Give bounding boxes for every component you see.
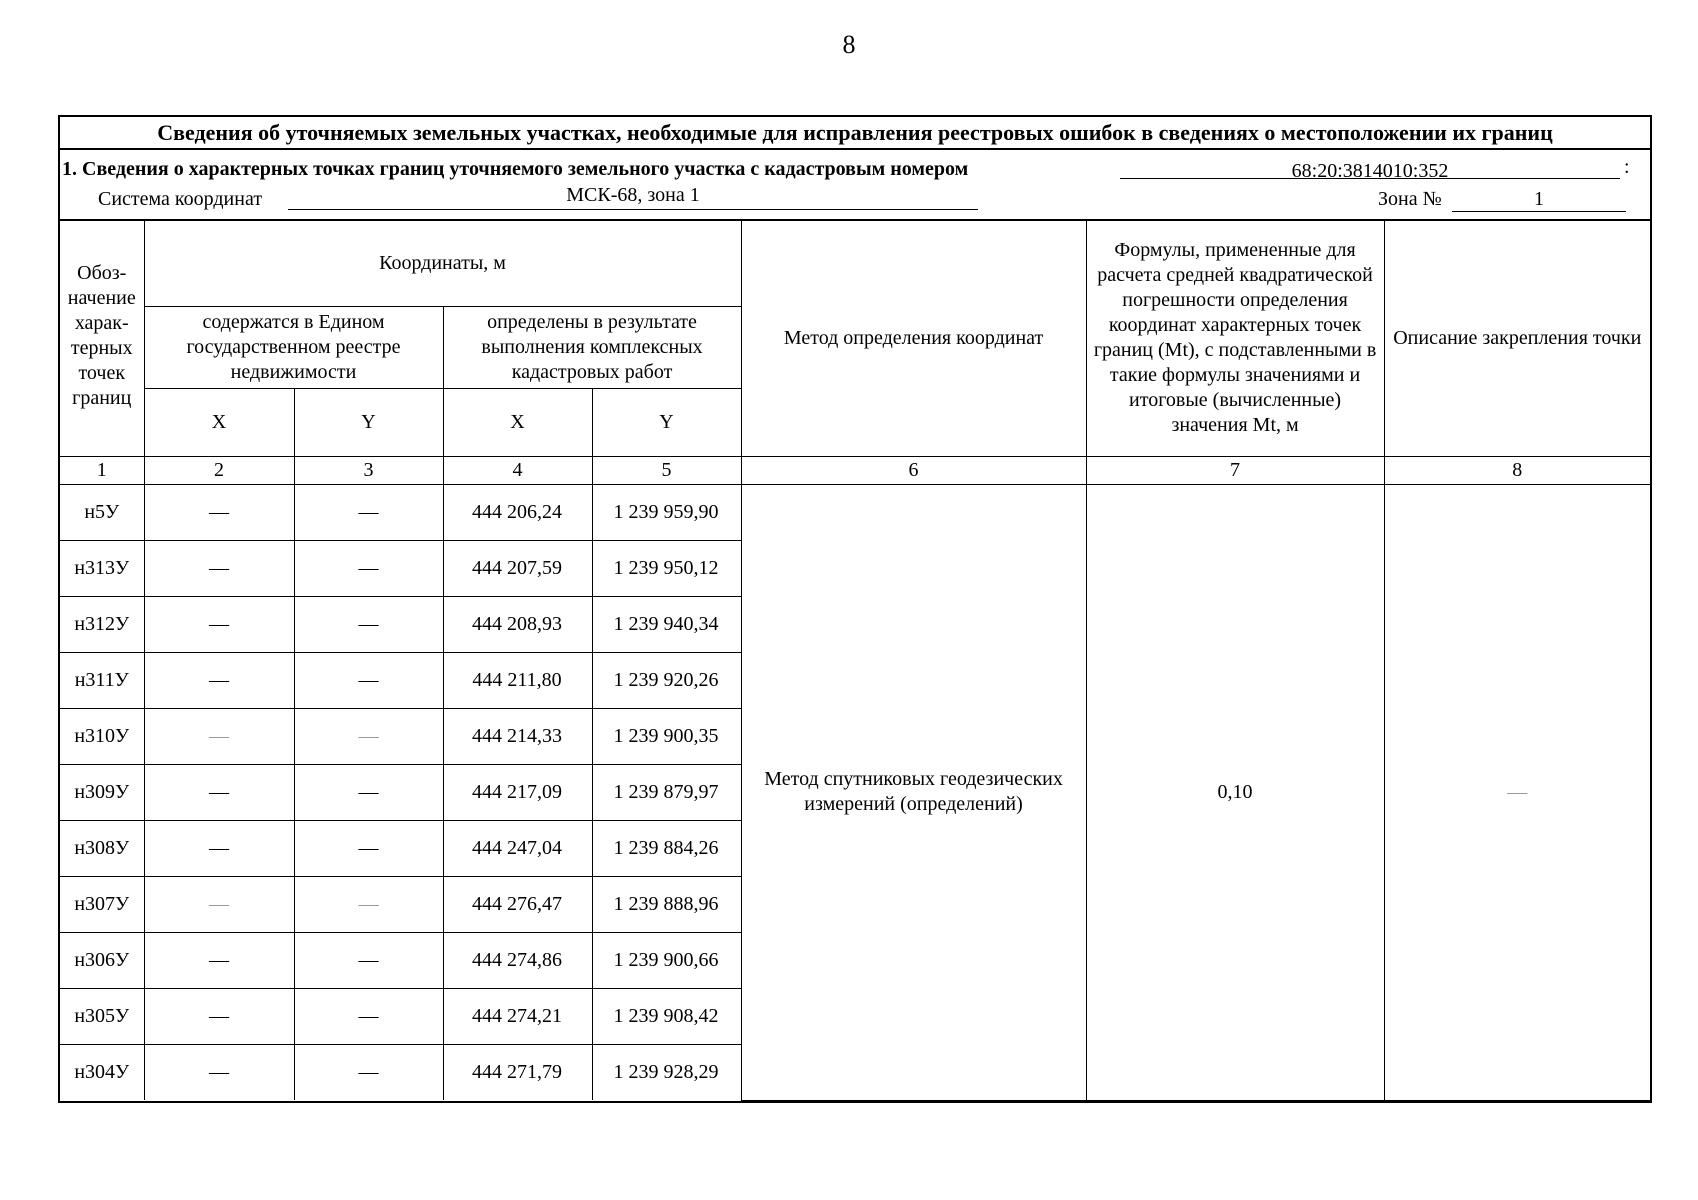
cadastral-number: 68:20:3814010:352: [1291, 160, 1449, 182]
point-id: н308У: [60, 820, 144, 876]
col-number: 1: [60, 456, 144, 484]
x-egrn: —: [144, 932, 294, 988]
x-value: 444 206,24: [443, 484, 592, 540]
y-value: 1 239 888,96: [592, 876, 741, 932]
cadastral-colon: :: [1624, 156, 1630, 178]
description-value: —: [1384, 484, 1650, 1100]
y-value: 1 239 950,12: [592, 540, 741, 596]
col-number: 2: [144, 456, 294, 484]
y-egrn: —: [294, 932, 443, 988]
zone-underline: [1452, 211, 1626, 212]
point-id: н312У: [60, 596, 144, 652]
coord-system-underline: [288, 209, 978, 210]
cadastral-underline: [1120, 178, 1620, 179]
document-title: Сведения об уточняемых земельных участках, необходимые для исправления реестровых ошибок в сведениях о местоположении их границ: [60, 117, 1650, 150]
table-row: [60, 484, 1650, 540]
point-id: н309У: [60, 764, 144, 820]
y-egrn: —: [294, 988, 443, 1044]
x-value: 444 214,33: [443, 708, 592, 764]
y-egrn: —: [294, 708, 443, 764]
point-id: н313У: [60, 540, 144, 596]
x-egrn: —: [144, 484, 294, 540]
col-number: 4: [443, 456, 592, 484]
mt-value: 0,10: [1086, 484, 1384, 1100]
point-id: н306У: [60, 932, 144, 988]
y-value: 1 239 928,29: [592, 1044, 741, 1100]
header-method: Метод определения координат: [741, 221, 1086, 456]
x-value: 444 274,86: [443, 932, 592, 988]
y-value: 1 239 940,34: [592, 596, 741, 652]
point-id: н311У: [60, 652, 144, 708]
header-x-egrn: X: [144, 388, 294, 456]
y-value: 1 239 959,90: [592, 484, 741, 540]
col-number: 6: [741, 456, 1086, 484]
x-egrn: —: [144, 540, 294, 596]
point-id: н304У: [60, 1044, 144, 1100]
col-number: 5: [592, 456, 741, 484]
x-value: 444 211,80: [443, 652, 592, 708]
y-value: 1 239 920,26: [592, 652, 741, 708]
x-egrn: —: [144, 708, 294, 764]
point-id: н5У: [60, 484, 144, 540]
zone-value: 1: [1534, 188, 1544, 210]
section-header: [60, 150, 1650, 221]
point-id: н310У: [60, 708, 144, 764]
header-egrn: содержатся в Едином государственном реестре недвижимости: [144, 306, 443, 388]
y-egrn: —: [294, 596, 443, 652]
header-description: Описание закрепления точки: [1384, 221, 1650, 456]
y-value: 1 239 884,26: [592, 820, 741, 876]
x-value: 444 208,93: [443, 596, 592, 652]
col-number: 3: [294, 456, 443, 484]
x-value: 444 207,59: [443, 540, 592, 596]
y-egrn: —: [294, 876, 443, 932]
x-value: 444 274,21: [443, 988, 592, 1044]
x-value: 444 276,47: [443, 876, 592, 932]
point-id: н307У: [60, 876, 144, 932]
x-egrn: —: [144, 764, 294, 820]
y-value: 1 239 900,35: [592, 708, 741, 764]
document-table-frame: [58, 115, 1652, 1103]
header-complex-works: определены в результате выполнения комплексных кадастровых работ: [443, 306, 741, 388]
y-value: 1 239 879,97: [592, 764, 741, 820]
x-value: 444 217,09: [443, 764, 592, 820]
x-egrn: —: [144, 596, 294, 652]
header-point-designation: Обоз-начение харак-терных точек границ: [60, 221, 144, 456]
section-title: 1. Сведения о характерных точках границ уточняемого земельного участка с кадастровым номером: [62, 158, 969, 180]
y-value: 1 239 900,66: [592, 932, 741, 988]
method-value: Метод спутниковых геодезических измерений (определений): [741, 484, 1086, 1100]
header-y: Y: [592, 388, 741, 456]
col-number: 7: [1086, 456, 1384, 484]
x-value: 444 247,04: [443, 820, 592, 876]
x-egrn: —: [144, 988, 294, 1044]
point-id: н305У: [60, 988, 144, 1044]
header-x: X: [443, 388, 592, 456]
header-coordinates: Координаты, м: [144, 221, 741, 306]
x-egrn: —: [144, 820, 294, 876]
col-number: 8: [1384, 456, 1650, 484]
header-formulas: Формулы, примененные для расчета средней квадратической погрешности определения координат характерных точек границ (Mt), с подставленными в такие формулы значениями и итоговые (вычисленные) значения Mt, м: [1086, 221, 1384, 456]
header-y-egrn: Y: [294, 388, 443, 456]
column-numbers-row: [60, 456, 1650, 484]
x-egrn: —: [144, 652, 294, 708]
y-egrn: —: [294, 540, 443, 596]
y-egrn: —: [294, 652, 443, 708]
y-value: 1 239 908,42: [592, 988, 741, 1044]
coord-system-label: Система координат: [98, 188, 263, 210]
y-egrn: —: [294, 820, 443, 876]
y-egrn: —: [294, 764, 443, 820]
page-number: 8: [842, 30, 856, 59]
x-value: 444 271,79: [443, 1044, 592, 1100]
zone-label: Зона №: [1378, 188, 1442, 210]
coordinates-table: [60, 221, 1650, 1101]
x-egrn: —: [144, 876, 294, 932]
y-egrn: —: [294, 1044, 443, 1100]
coord-system-value: МСК-68, зона 1: [566, 184, 700, 206]
x-egrn: —: [144, 1044, 294, 1100]
y-egrn: —: [294, 484, 443, 540]
